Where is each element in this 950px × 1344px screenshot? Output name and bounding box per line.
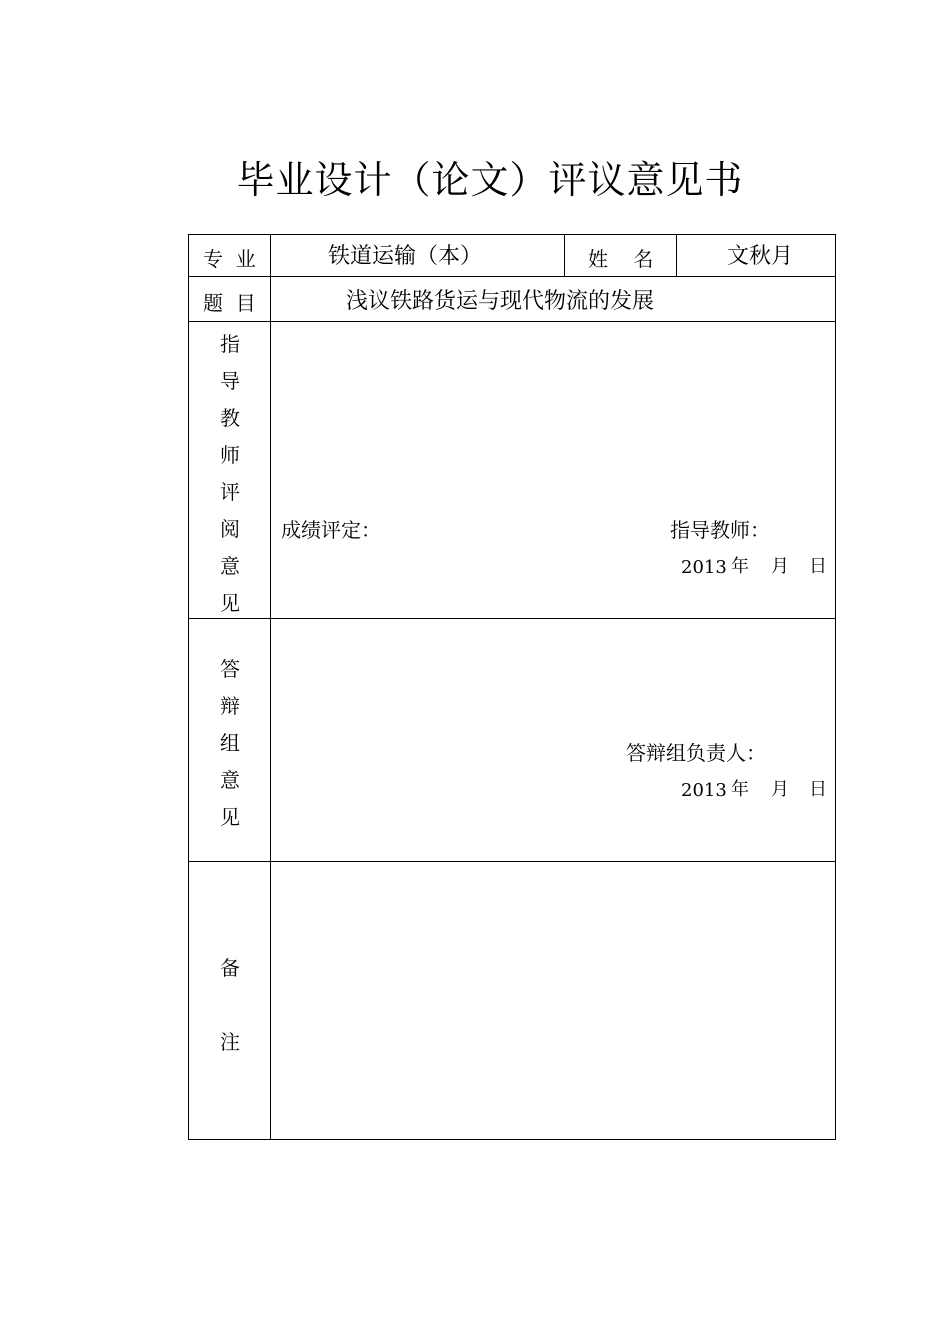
row-divider [188,276,836,277]
defense-date-year: 2013 [681,780,727,801]
label-char: 教 [220,406,240,430]
column-divider [676,234,677,277]
label-char: 见 [220,591,240,615]
label-char: 答 [220,657,240,681]
major-label: 专 业 [203,247,256,271]
document-title: 毕业设计（论文）评议意见书 [236,158,744,202]
topic-value: 浅议铁路货运与现代物流的发展 [346,289,655,314]
name-label: 姓 名 [588,247,654,271]
topic-label: 题 目 [203,291,256,315]
label-char: 意 [220,768,240,792]
row-divider [188,618,836,619]
row-divider [188,861,836,862]
advisor-date-month-unit: 月 [771,556,789,577]
advisor-review-label [190,332,270,628]
defense-date-day-unit: 日 [809,779,827,800]
name-value: 文秋月 [727,244,794,269]
row-divider [188,321,836,322]
review-form-table [188,234,836,1140]
advisor-date-year-unit: 年 [731,556,749,577]
defense-committee-label [190,657,270,842]
advisor-date-year: 2013 [681,557,727,578]
advisor-signature-label: 指导教师： [670,518,770,542]
label-char: 导 [220,369,240,393]
grade-label: 成绩评定： [281,518,381,542]
label-char: 阅 [220,517,240,541]
label-char: 意 [220,554,240,578]
label-char: 评 [220,480,240,504]
defense-date-year-unit: 年 [731,779,749,800]
defense-date-month-unit: 月 [771,779,789,800]
label-char: 师 [220,443,240,467]
label-char: 指 [220,332,240,356]
remarks-label-char: 备 [220,956,240,980]
remarks-label-char: 注 [220,1030,240,1054]
label-char: 见 [220,805,240,829]
label-char: 辩 [220,694,240,718]
advisor-date-day-unit: 日 [809,556,827,577]
column-divider [564,234,565,277]
label-char: 组 [220,731,240,755]
defense-signature-label: 答辩组负责人： [626,741,766,765]
column-divider [270,234,271,1140]
major-value: 铁道运输（本） [328,244,483,269]
